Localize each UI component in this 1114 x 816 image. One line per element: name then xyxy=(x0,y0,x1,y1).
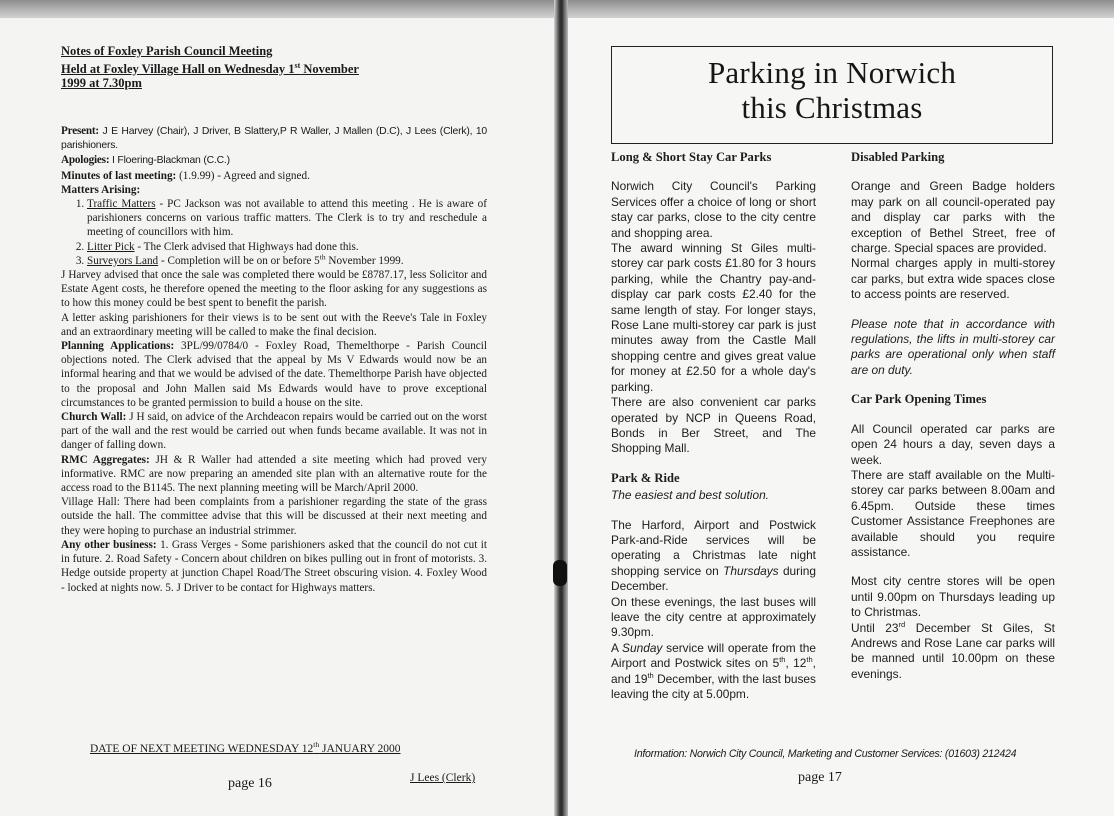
column-paragraph: The award winning St Giles multi-storey car park costs £1.80 for 3 hours parking, while the Chantry pay-and-display car park costs £2.40 for the same length of stay. For longer stays, Rose Lane multi-storey car park is just minutes away from the Castle Mall shopping centre and gives great value for money at £2.50 for a whole day's parking. xyxy=(611,241,816,394)
village-hall-paragraph: Village Hall: There had been complaints from a parishioner regarding the state of the grass outside the hall. The committee advise that this will be discussed at their next meeting and they were hoping to purchase an industrial strimmer. xyxy=(61,496,487,537)
park-ride-subheading: The easiest and best solution. xyxy=(611,488,769,503)
apologies-line: Apologies: I Floering-Blackman (C.C.) xyxy=(61,154,230,167)
page-number-left: page 16 xyxy=(228,776,272,791)
column-paragraph: There are also convenient car parks operated by NCP in Queens Road, Bonds in Ber Street, and The Shopping Mall. xyxy=(611,395,816,456)
column-paragraph: All Council operated car parks are open 24 hours a day, seven days a week. xyxy=(851,421,1055,467)
church-wall-paragraph: Church Wall: J H said, on advice of the Archdeacon repairs would be carried out on the worst part of the wall and the rest would be carried out when funds became available. It was not in danger of falling down. xyxy=(61,411,487,452)
column-paragraph: Norwich City Council's Parking Services offer a choice of long or short stay car parks, close to the city centre and shopping area. xyxy=(611,179,816,240)
long-short-stay-heading: Long & Short Stay Car Parks xyxy=(611,150,772,164)
matter-item: 1. Traffic Matters - PC Jackson was not available to attend this meeting . He is aware of parishioners concerns on various traffic matters. The Clerk is to try and reschedule a meeting of councillors with him. xyxy=(87,197,487,240)
heading-line-3: 1999 at 7.30pm xyxy=(61,76,142,91)
column-paragraph: A Sunday service will operate from the Airport and Postwick sites on 5th, 12th, and 19th December, with the last buses leaving the city at 5.00pm. xyxy=(611,640,817,701)
binding-mark xyxy=(553,560,567,586)
matters-list xyxy=(61,197,487,268)
column-paragraph: The Harford, Airport and Postwick Park-and-Ride services will be operating a Christmas late night shopping service on Thursdays during December. xyxy=(611,517,816,594)
lifts-note: Please note that in accordance with regulations, the lifts in multi-storey car parks are operational only when staff are on duty. xyxy=(851,316,1055,377)
minutes-line: Minutes of last meeting: (1.9.99) - Agreed and signed. xyxy=(61,169,310,182)
present-line: Present: J E Harvey (Chair), J Driver, B Slattery,P R Waller, J Mallen (D.C), J Lees (Clerk), 10 parishioners. xyxy=(61,125,487,152)
book-spine xyxy=(554,0,568,816)
left-column xyxy=(611,150,816,702)
column-paragraph: On these evenings, the last buses will leave the city centre at approximately 9.30pm. xyxy=(611,594,816,640)
column-paragraph: Most city centre stores will be open until 9.00pm on Thursdays leading up to Christmas. xyxy=(851,574,1055,620)
page-number-right: page 17 xyxy=(798,770,842,785)
clerk-signature: J Lees (Clerk) xyxy=(410,772,476,784)
harvey-paragraph: J Harvey advised that once the sale was completed there would be £8787.17, less Solicitor and Estate Agent costs, he therefore opened the meeting to the floor asking for any suggestions as to how this money could be best spent to benefit the parish. xyxy=(61,269,487,310)
column-paragraph: There are staff available on the Multi-storey car parks between 8.00am and 6.45pm. Outside these times Customer Assistance Freephones are available should you require assistance. xyxy=(851,467,1055,559)
title-line-1: Parking in Norwich xyxy=(707,55,957,90)
matter-item: 2. Litter Pick - The Clerk advised that Highways had done this. xyxy=(87,240,487,254)
disabled-parking-heading: Disabled Parking xyxy=(851,150,945,164)
information-footer: Information: Norwich City Council, Marketing and Customer Services: (01603) 212424 xyxy=(634,748,1017,760)
planning-paragraph: Planning Applications: 3PL/99/0784/0 - Foxley Road, Themelthorpe - Parish Council objections noted. The Clerk advised that the appeal by Ms V Edwards would now be an informal hearing and that we would be advised of the date. Themelthorpe Parish have objected to the proposal and John Mallen said Ms Edwards would have to prove exceptional circumstances to be granted permission to build a house on the site. xyxy=(61,340,487,409)
matter-item: 3. Surveyors Land - Completion will be on or before 5th November 1999. xyxy=(87,254,487,268)
rmc-paragraph: RMC Aggregates: JH & R Waller had attended a site meeting which had proved very informative. RMC are now preparing an amended site plan with an alternative route for the access road to the B1145. The next planning meeting will be March/April 2000. xyxy=(61,453,487,495)
letter-paragraph: A letter asking parishioners for their views is to be sent out with the Reeve's Tale in Foxley and an extraordinary meeting will be called to make the final decision. xyxy=(61,311,487,338)
opening-times-heading: Car Park Opening Times xyxy=(851,392,987,407)
any-other-business-paragraph: Any other business: 1. Grass Verges - Some parishioners asked that the council do not cut it in future. 2. Road Safety - Concern about children on bikes pulling out in front of motorists. 3. Hedge outside property at junction Chapel Road/The Street obscuring vision. 4. Foxley Wood - locked at nights now. 5. J Driver to be contact for Highways matters. xyxy=(61,538,487,594)
column-paragraph: Orange and Green Badge holders may park on all council-operated pay and display car parks with the exception of Bethel Street, free of charge. Special spaces are provided. xyxy=(851,179,1055,256)
meeting-notes-heading xyxy=(61,44,481,91)
title-line-2: this Christmas xyxy=(741,90,923,125)
heading-line-1: Notes of Foxley Parish Council Meeting xyxy=(61,44,273,58)
meeting-notes-body xyxy=(61,124,487,595)
parking-title-box xyxy=(611,46,1053,144)
column-paragraph: Until 23rd December St Giles, St Andrews and Rose Lane car parks will be manned until 10.00pm on these evenings. xyxy=(851,619,1055,681)
column-paragraph: Normal charges apply in multi-storey car parks, but extra wide spaces close to access points are reserved. xyxy=(851,256,1055,302)
heading-line-2: Held at Foxley Village Hall on Wednesday 1st November xyxy=(61,60,359,76)
right-column xyxy=(851,150,1055,682)
park-ride-heading: Park & Ride xyxy=(611,470,680,485)
next-meeting-date: DATE OF NEXT MEETING WEDNESDAY 12th JANUARY 2000 xyxy=(90,740,401,755)
matters-arising-label: Matters Arising: xyxy=(61,183,141,196)
